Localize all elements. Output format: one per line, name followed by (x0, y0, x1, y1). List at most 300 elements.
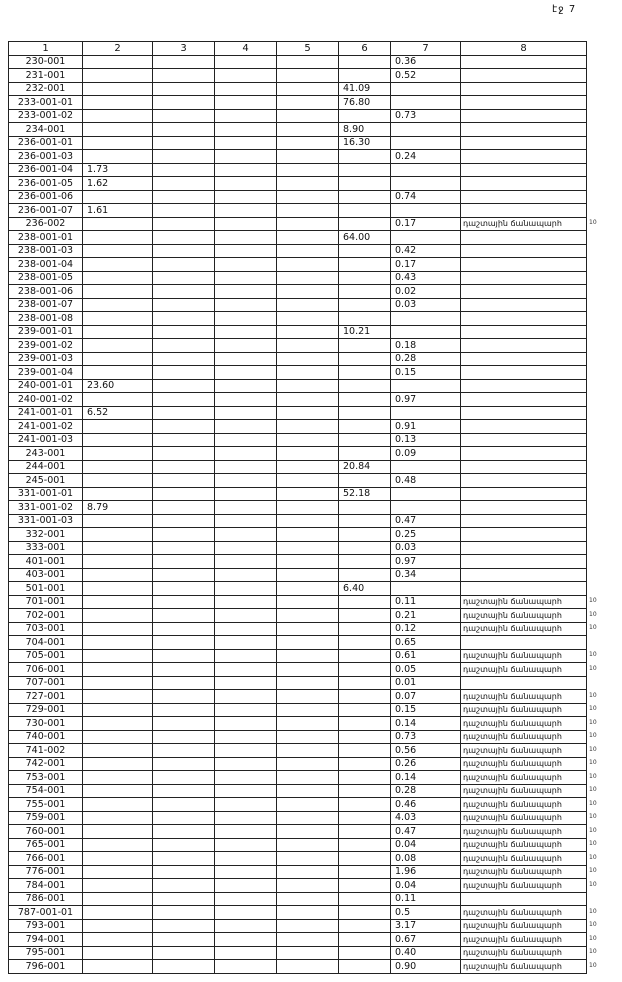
value-cell: 10.21 (339, 325, 391, 339)
value-cell (215, 541, 277, 555)
note-cell: դաշտային ճանապարհ (461, 595, 587, 609)
value-cell: 0.25 (391, 528, 461, 542)
value-cell (391, 163, 461, 177)
value-cell (339, 366, 391, 380)
parcel-code: 331-001-02 (9, 501, 83, 515)
value-cell (339, 514, 391, 528)
margin-mark: 10 (589, 961, 597, 969)
value-cell (339, 339, 391, 353)
value-cell (153, 82, 215, 96)
land-register-table (8, 41, 587, 974)
note-cell (461, 352, 587, 366)
table-row (9, 663, 587, 677)
value-cell (153, 501, 215, 515)
margin-mark: 10 (589, 732, 597, 739)
table-row (9, 366, 587, 380)
parcel-code: 760-001 (9, 825, 83, 839)
column-header-2: 2 (83, 42, 153, 56)
value-cell (153, 244, 215, 258)
parcel-code: 765-001 (9, 838, 83, 852)
value-cell (153, 568, 215, 582)
value-cell (153, 433, 215, 447)
note-cell: դաշտային ճանապարհ (461, 784, 587, 798)
value-cell (339, 528, 391, 542)
value-cell (83, 784, 153, 798)
value-cell: 0.03 (391, 298, 461, 312)
parcel-code: 238-001-07 (9, 298, 83, 312)
value-cell (83, 676, 153, 690)
margin-mark: 10 (589, 921, 597, 928)
table-row (9, 649, 587, 663)
value-cell (339, 298, 391, 312)
margin-mark: 10 (589, 745, 597, 753)
note-cell: դաշտային ճանապարհ (461, 717, 587, 731)
value-cell: 0.13 (391, 433, 461, 447)
value-cell: 0.67 (391, 933, 461, 947)
value-cell: 0.43 (391, 271, 461, 285)
value-cell (215, 811, 277, 825)
value-cell (277, 784, 339, 798)
value-cell (153, 730, 215, 744)
parcel-code: 706-001 (9, 663, 83, 677)
note-cell: դաշտային ճանապարհ (461, 879, 587, 893)
value-cell (215, 150, 277, 164)
value-cell (153, 690, 215, 704)
value-cell (215, 217, 277, 231)
value-cell: 76.80 (339, 96, 391, 110)
value-cell (83, 136, 153, 150)
value-cell (339, 420, 391, 434)
value-cell (277, 690, 339, 704)
value-cell (83, 123, 153, 137)
value-cell (277, 285, 339, 299)
value-cell (215, 730, 277, 744)
note-cell (461, 892, 587, 906)
note-cell (461, 177, 587, 191)
table-row (9, 109, 587, 123)
table-row (9, 325, 587, 339)
value-cell (215, 595, 277, 609)
parcel-code: 232-001 (9, 82, 83, 96)
value-cell (339, 946, 391, 960)
value-cell (215, 771, 277, 785)
value-cell (215, 852, 277, 866)
value-cell (339, 717, 391, 731)
table-row (9, 960, 587, 974)
parcel-code: 239-001-04 (9, 366, 83, 380)
value-cell: 20.84 (339, 460, 391, 474)
value-cell (153, 555, 215, 569)
value-cell (83, 352, 153, 366)
parcel-code: 707-001 (9, 676, 83, 690)
value-cell (277, 717, 339, 731)
parcel-code: 331-001-01 (9, 487, 83, 501)
value-cell (83, 285, 153, 299)
value-cell: 0.46 (391, 798, 461, 812)
note-cell (461, 433, 587, 447)
value-cell (215, 177, 277, 191)
note-cell (461, 69, 587, 83)
value-cell (277, 433, 339, 447)
value-cell: 0.74 (391, 190, 461, 204)
value-cell (277, 676, 339, 690)
value-cell (277, 568, 339, 582)
value-cell (215, 960, 277, 974)
parcel-code: 754-001 (9, 784, 83, 798)
parcel-code: 243-001 (9, 447, 83, 461)
parcel-code: 793-001 (9, 919, 83, 933)
table-body (9, 55, 587, 973)
value-cell (83, 528, 153, 542)
value-cell (339, 960, 391, 974)
table-row (9, 258, 587, 272)
value-cell (153, 933, 215, 947)
value-cell (83, 96, 153, 110)
value-cell (339, 663, 391, 677)
note-cell (461, 55, 587, 69)
value-cell (83, 487, 153, 501)
value-cell (153, 541, 215, 555)
value-cell: 0.17 (391, 217, 461, 231)
value-cell (153, 771, 215, 785)
margin-mark: 10 (589, 907, 597, 915)
parcel-code: 233-001-01 (9, 96, 83, 110)
parcel-code: 240-001-02 (9, 393, 83, 407)
table-row (9, 501, 587, 515)
value-cell (277, 771, 339, 785)
note-cell (461, 82, 587, 96)
table-row (9, 474, 587, 488)
value-cell (339, 811, 391, 825)
value-cell: 0.28 (391, 352, 461, 366)
table-row (9, 150, 587, 164)
parcel-code: 796-001 (9, 960, 83, 974)
value-cell (153, 163, 215, 177)
value-cell (277, 447, 339, 461)
value-cell (339, 609, 391, 623)
value-cell (153, 352, 215, 366)
value-cell (83, 258, 153, 272)
value-cell (153, 298, 215, 312)
value-cell (153, 204, 215, 218)
value-cell (153, 474, 215, 488)
value-cell (83, 109, 153, 123)
value-cell (153, 582, 215, 596)
table-row (9, 55, 587, 69)
value-cell (153, 55, 215, 69)
value-cell: 16.30 (339, 136, 391, 150)
note-cell (461, 258, 587, 272)
value-cell (277, 811, 339, 825)
note-cell (461, 325, 587, 339)
value-cell (277, 298, 339, 312)
parcel-code: 241-001-01 (9, 406, 83, 420)
value-cell: 0.73 (391, 109, 461, 123)
value-cell (277, 366, 339, 380)
column-header-1: 1 (9, 42, 83, 56)
column-header-8: 8 (461, 42, 587, 56)
note-cell (461, 298, 587, 312)
value-cell: 0.01 (391, 676, 461, 690)
value-cell: 0.56 (391, 744, 461, 758)
value-cell (153, 366, 215, 380)
note-cell: դաշտային ճանապարհ (461, 919, 587, 933)
table-row (9, 555, 587, 569)
value-cell (153, 906, 215, 920)
value-cell (153, 946, 215, 960)
value-cell (339, 190, 391, 204)
value-cell (153, 109, 215, 123)
value-cell (83, 946, 153, 960)
value-cell (83, 514, 153, 528)
table-row (9, 460, 587, 474)
value-cell (83, 609, 153, 623)
margin-mark: 10 (589, 219, 597, 226)
value-cell (277, 312, 339, 326)
margin-mark: 10 (589, 651, 597, 658)
value-cell (153, 393, 215, 407)
value-cell (277, 622, 339, 636)
table-row (9, 622, 587, 636)
table-row (9, 582, 587, 596)
value-cell: 0.21 (391, 609, 461, 623)
value-cell (339, 690, 391, 704)
parcel-code: 238-001-04 (9, 258, 83, 272)
table-row (9, 433, 587, 447)
value-cell (215, 312, 277, 326)
note-cell (461, 676, 587, 690)
value-cell (153, 123, 215, 137)
value-cell (215, 744, 277, 758)
value-cell (153, 622, 215, 636)
value-cell (339, 798, 391, 812)
value-cell (153, 447, 215, 461)
value-cell: 0.07 (391, 690, 461, 704)
value-cell: 0.14 (391, 717, 461, 731)
value-cell (339, 393, 391, 407)
value-cell: 1.62 (83, 177, 153, 191)
value-cell: 0.17 (391, 258, 461, 272)
table-row (9, 136, 587, 150)
value-cell: 6.40 (339, 582, 391, 596)
value-cell: 0.15 (391, 366, 461, 380)
value-cell (277, 501, 339, 515)
value-cell (215, 109, 277, 123)
note-cell (461, 393, 587, 407)
header-row (9, 42, 587, 56)
value-cell (277, 325, 339, 339)
value-cell (83, 555, 153, 569)
table-row (9, 528, 587, 542)
margin-mark: 10 (589, 840, 597, 847)
note-cell: դաշտային ճանապարհ (461, 757, 587, 771)
value-cell (339, 636, 391, 650)
value-cell (339, 285, 391, 299)
value-cell (277, 636, 339, 650)
value-cell (153, 190, 215, 204)
margin-mark: 10 (589, 880, 597, 888)
parcel-code: 238-001-01 (9, 231, 83, 245)
note-cell: դաշտային ճանապարհ (461, 838, 587, 852)
value-cell (339, 906, 391, 920)
margin-mark: 10 (589, 597, 597, 604)
value-cell: 0.18 (391, 339, 461, 353)
value-cell (215, 271, 277, 285)
value-cell (277, 123, 339, 137)
value-cell (83, 892, 153, 906)
value-cell (153, 231, 215, 245)
value-cell: 0.42 (391, 244, 461, 258)
value-cell (339, 433, 391, 447)
value-cell (83, 933, 153, 947)
value-cell (277, 825, 339, 839)
table-row (9, 690, 587, 704)
parcel-code: 740-001 (9, 730, 83, 744)
parcel-code: 240-001-01 (9, 379, 83, 393)
parcel-code: 236-001-06 (9, 190, 83, 204)
value-cell (83, 690, 153, 704)
parcel-code: 238-001-05 (9, 271, 83, 285)
value-cell: 0.40 (391, 946, 461, 960)
page-number: էջ 7 (552, 4, 577, 15)
margin-mark: 10 (589, 799, 597, 807)
table-row (9, 906, 587, 920)
value-cell (215, 487, 277, 501)
value-cell (339, 919, 391, 933)
parcel-code: 401-001 (9, 555, 83, 569)
value-cell (215, 69, 277, 83)
value-cell (277, 379, 339, 393)
value-cell (391, 501, 461, 515)
value-cell (83, 717, 153, 731)
value-cell (391, 123, 461, 137)
parcel-code: 238-001-03 (9, 244, 83, 258)
parcel-code: 704-001 (9, 636, 83, 650)
value-cell (215, 784, 277, 798)
value-cell (83, 271, 153, 285)
note-cell (461, 487, 587, 501)
value-cell (215, 474, 277, 488)
value-cell: 0.11 (391, 892, 461, 906)
value-cell (277, 163, 339, 177)
parcel-code: 239-001-03 (9, 352, 83, 366)
value-cell (277, 649, 339, 663)
margin-mark: 10 (589, 705, 597, 712)
value-cell (215, 865, 277, 879)
parcel-code: 245-001 (9, 474, 83, 488)
note-cell: դաշտային ճանապարհ (461, 906, 587, 920)
value-cell (153, 528, 215, 542)
note-cell (461, 460, 587, 474)
value-cell: 0.91 (391, 420, 461, 434)
parcel-code: 241-001-02 (9, 420, 83, 434)
parcel-code: 795-001 (9, 946, 83, 960)
value-cell (215, 609, 277, 623)
value-cell (153, 838, 215, 852)
table-row (9, 420, 587, 434)
value-cell (277, 487, 339, 501)
value-cell (83, 906, 153, 920)
table-row (9, 676, 587, 690)
parcel-code: 234-001 (9, 123, 83, 137)
value-cell (339, 865, 391, 879)
value-cell (277, 933, 339, 947)
table-row (9, 231, 587, 245)
note-cell (461, 379, 587, 393)
table-row (9, 838, 587, 852)
value-cell (277, 582, 339, 596)
value-cell (153, 379, 215, 393)
value-cell (215, 204, 277, 218)
margin-mark: 10 (589, 718, 597, 726)
value-cell: 1.73 (83, 163, 153, 177)
value-cell (277, 96, 339, 110)
value-cell (215, 568, 277, 582)
value-cell (339, 676, 391, 690)
value-cell (83, 744, 153, 758)
column-header-7: 7 (391, 42, 461, 56)
value-cell (391, 82, 461, 96)
note-cell (461, 514, 587, 528)
value-cell (339, 258, 391, 272)
value-cell: 0.65 (391, 636, 461, 650)
value-cell: 0.48 (391, 474, 461, 488)
value-cell (215, 96, 277, 110)
value-cell (277, 55, 339, 69)
column-header-4: 4 (215, 42, 277, 56)
table-row (9, 163, 587, 177)
table-row (9, 568, 587, 582)
value-cell (277, 595, 339, 609)
value-cell (153, 258, 215, 272)
table-row (9, 811, 587, 825)
value-cell: 3.17 (391, 919, 461, 933)
value-cell (83, 852, 153, 866)
value-cell (277, 744, 339, 758)
value-cell (339, 379, 391, 393)
table-row (9, 298, 587, 312)
value-cell (339, 163, 391, 177)
table-row (9, 717, 587, 731)
value-cell (83, 433, 153, 447)
table-row (9, 217, 587, 231)
note-cell (461, 420, 587, 434)
value-cell (153, 879, 215, 893)
value-cell (339, 474, 391, 488)
note-cell: դաշտային ճանապարհ (461, 609, 587, 623)
table-row (9, 123, 587, 137)
value-cell (83, 82, 153, 96)
value-cell (339, 757, 391, 771)
note-cell: դաշտային ճանապարհ (461, 690, 587, 704)
note-cell: դաշտային ճանապարհ (461, 825, 587, 839)
parcel-code: 755-001 (9, 798, 83, 812)
value-cell (83, 622, 153, 636)
value-cell (339, 541, 391, 555)
parcel-code: 238-001-08 (9, 312, 83, 326)
value-cell: 0.28 (391, 784, 461, 798)
value-cell (153, 784, 215, 798)
value-cell (83, 69, 153, 83)
parcel-code: 776-001 (9, 865, 83, 879)
value-cell (215, 501, 277, 515)
table-row (9, 636, 587, 650)
parcel-code: 784-001 (9, 879, 83, 893)
value-cell (215, 703, 277, 717)
value-cell (277, 244, 339, 258)
value-cell (339, 825, 391, 839)
value-cell (153, 703, 215, 717)
